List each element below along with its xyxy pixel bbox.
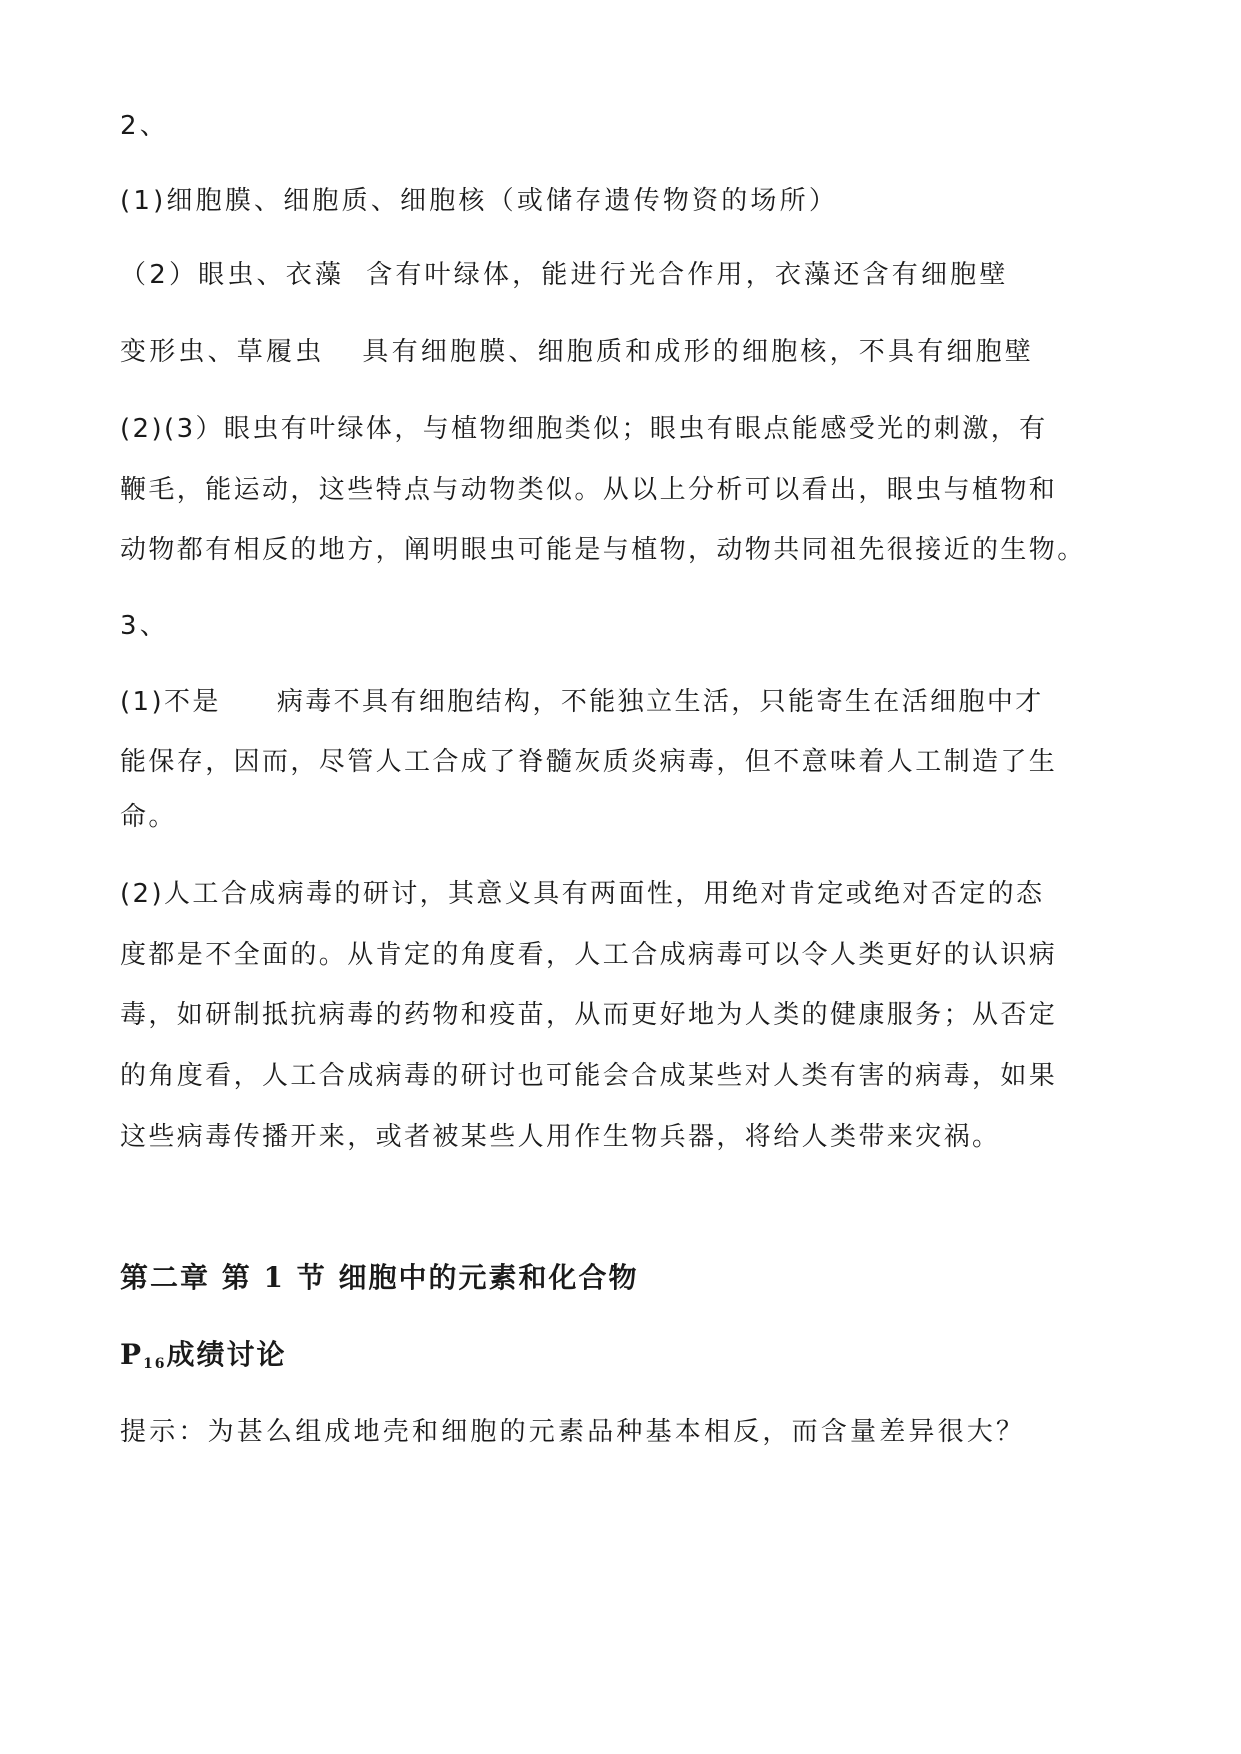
q3-part2-line: (2)人工合成病毒的研讨，其意义具有两面性，用绝对肯定或绝对否定的态 (120, 879, 1045, 909)
q2-part3-line: (2)(3）眼虫有叶绿体，与植物细胞类似；眼虫有眼点能感受光的刺激，有 (120, 414, 1048, 444)
q3-part2-line: 这些病毒传播开来，或者被某些人用作生物兵器，将给人类带来灾祸。 (120, 1122, 1001, 1152)
q3-part2-line: 度都是不全面的。从肯定的角度看，人工合成病毒可以令人类更好的认识病 (120, 940, 1058, 970)
q2-part2-reason-a: 含有叶绿体，能进行光合作用，衣藻还含有细胞壁 (366, 260, 1009, 290)
q3-part1-line: 能保存，因而，尽管人工合成了脊髓灰质炎病毒，但不意味着人工制造了生 (120, 747, 1058, 777)
q3-part2-line: 毒，如研制抵抗病毒的药物和疫苗，从而更好地为人类的健康服务；从否定 (120, 1000, 1058, 1030)
q3-part1-label: (1)不是 (120, 687, 221, 717)
q3-part2-line: 的角度看，人工合成病毒的研讨也可能会合成某些对人类有害的病毒，如果 (120, 1061, 1058, 1091)
section-page-letter: P (120, 1338, 144, 1371)
q2-part2-line1 (120, 257, 1130, 293)
question-2-number: 2、 (120, 111, 169, 141)
q2-part2-reason-b: 具有细胞膜、细胞质和成形的细胞核，不具有细胞壁 (362, 337, 1035, 367)
q2-part3-line: 动物都有相反的地方，阐明眼虫可能是与植物，动物共同祖先很接近的生物。 (120, 535, 1086, 565)
q2-part2-organisms-b: 变形虫、草履虫 (120, 337, 325, 367)
q3-part1-line1 (120, 684, 1130, 720)
q2-part3-line: 鞭毛，能运动，这些特点与动物类似。从以上分析可以看出，眼虫与植物和 (120, 475, 1058, 505)
q3-part1-line: 命。 (120, 802, 177, 832)
chapter-title: 第二章 第 1 节 细胞中的元素和化合物 (120, 1261, 639, 1294)
q2-part2-organisms-a: （2）眼虫、衣藻 (120, 260, 345, 290)
prompt-text: 提示：为甚么组成地壳和细胞的元素品种基本相反，而含量差异很大？ (120, 1417, 1026, 1447)
section-title: 成绩讨论 (166, 1338, 287, 1371)
section-page-number: 16 (143, 1356, 167, 1372)
question-3-number: 3、 (120, 611, 169, 641)
q2-part1: (1)细胞膜、细胞质、细胞核（或储存遗传物资的场所） (120, 186, 839, 216)
q3-part1-text: 病毒不具有细胞结构，不能独立生活，只能寄生在活细胞中才 (276, 687, 1044, 717)
section-heading (120, 1337, 287, 1382)
q2-part2-line2 (120, 334, 1130, 370)
